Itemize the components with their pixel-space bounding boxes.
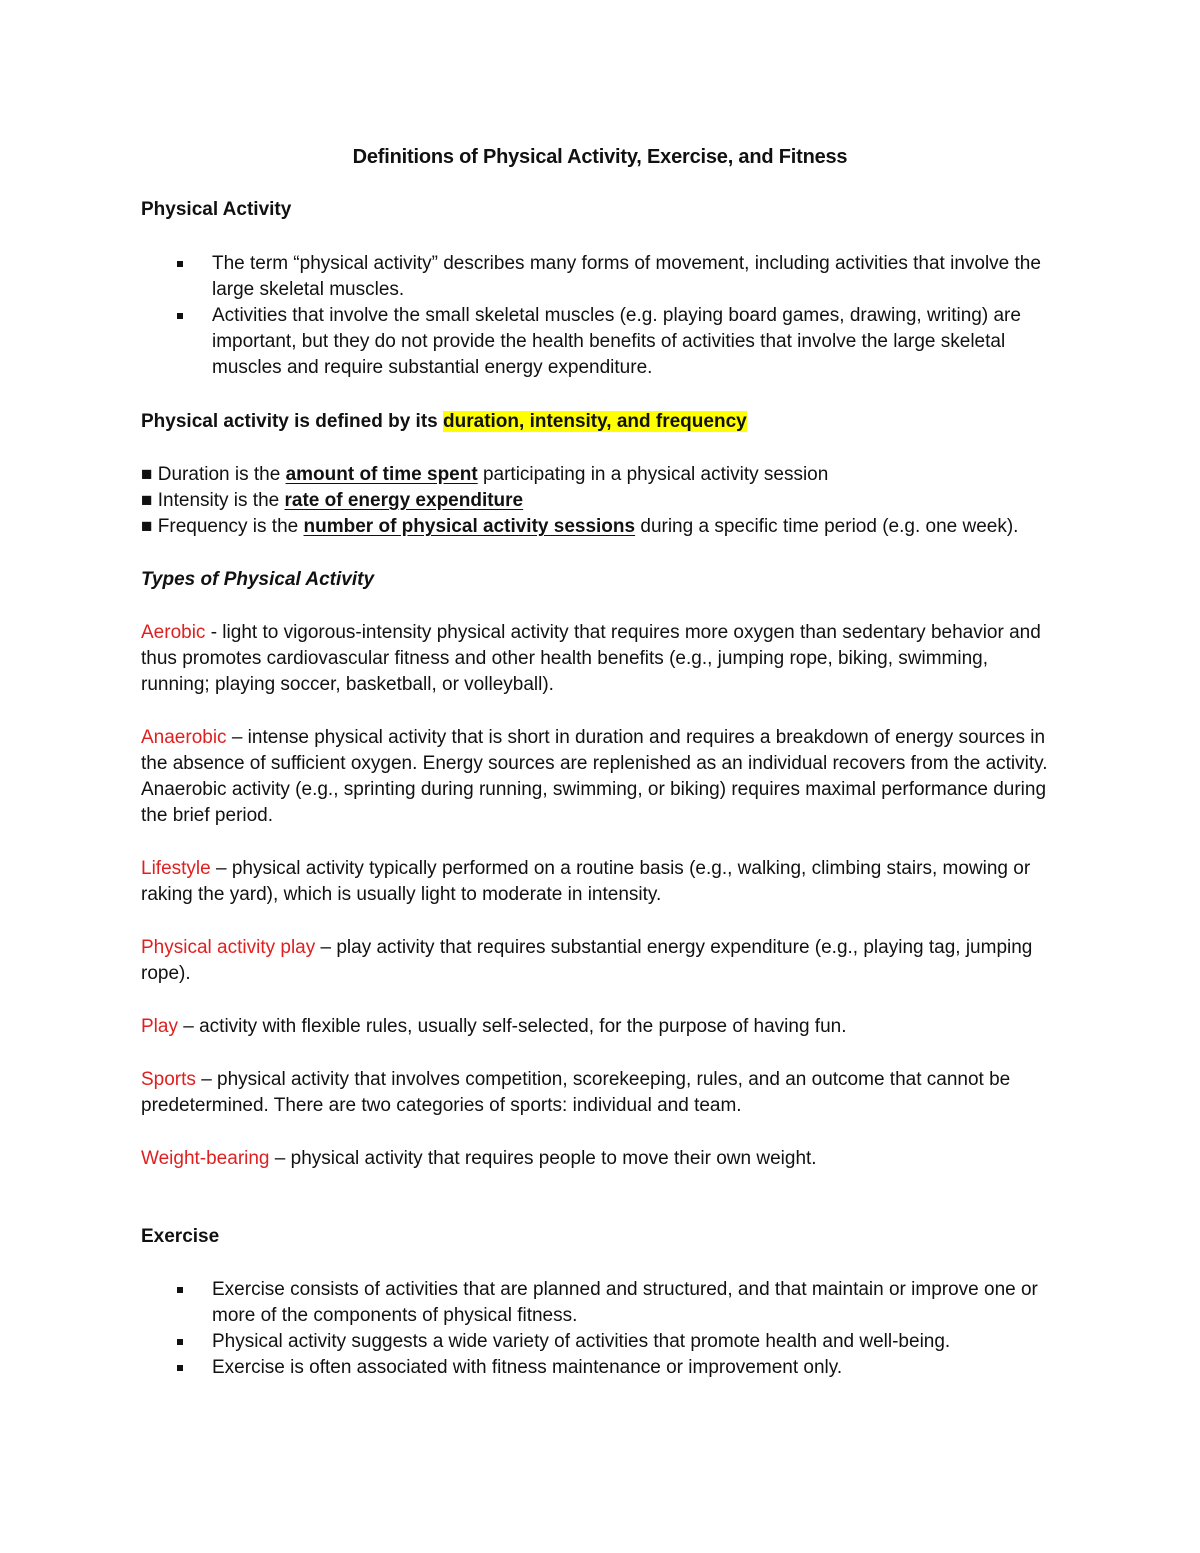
physical-activity-heading: Physical Activity — [141, 199, 292, 220]
square-bullet-icon: ■ — [141, 464, 153, 485]
term-label: Lifestyle — [141, 858, 211, 879]
definition-weight-bearing: Weight-bearing – physical activity that requires people to move their own weight. — [141, 1148, 817, 1169]
definition-physical-activity-play: Physical activity play – play activity that requires substantial energy expenditure (e.g., playing tag, jumping rope). — [141, 937, 1033, 984]
exercise-bullet-list — [141, 1277, 1061, 1381]
definition-aerobic: Aerobic - light to vigorous-intensity physical activity that requires more oxygen than sedentary behavior and thus promotes cardiovascular fitness and other health benefits (e.g., jumping rope, biking, swimming, running; playing soccer, basketball, or volleyball). — [141, 622, 1041, 695]
definition-play: Play – activity with flexible rules, usually self-selected, for the purpose of having fun. — [141, 1016, 847, 1037]
term-label: Physical activity play — [141, 937, 316, 958]
term-label: Play — [141, 1016, 178, 1037]
document-title: Definitions of Physical Activity, Exercise, and Fitness — [352, 146, 848, 168]
types-heading: Types of Physical Activity — [141, 569, 375, 590]
term-label: Aerobic — [141, 622, 206, 643]
exercise-heading: Exercise — [141, 1226, 220, 1247]
defined-by-statement — [141, 409, 747, 435]
definition-lifestyle: Lifestyle – physical activity typically performed on a routine basis (e.g., walking, climbing stairs, mowing or raking the yard), which is usually light to moderate in intensity. — [141, 858, 1031, 905]
dimension-list — [141, 462, 1018, 540]
list-item: Exercise is often associated with fitness maintenance or improvement only. — [141, 1355, 1061, 1381]
list-item: The term “physical activity” describes many forms of movement, including activities that involve the large skeletal muscles. — [141, 251, 1061, 303]
list-item: Activities that involve the small skeletal muscles (e.g. playing board games, drawing, writing) are important, but they do not provide the health benefits of activities that involve the large skeletal muscles and require substantial energy expenditure. — [141, 303, 1061, 381]
list-item: Physical activity suggests a wide variety of activities that promote health and well-being. — [141, 1329, 1061, 1355]
term-label: Weight-bearing — [141, 1148, 270, 1169]
square-bullet-icon: ■ — [141, 490, 153, 511]
list-item: ■ Duration is the amount of time spent participating in a physical activity session — [141, 464, 829, 485]
square-bullet-icon: ■ — [141, 516, 153, 537]
term-label: Anaerobic — [141, 727, 227, 748]
physical-activity-bullet-list — [141, 251, 1061, 381]
list-item: ■ Intensity is the rate of energy expenditure — [141, 490, 524, 511]
defined-by-lead: Physical activity is defined by its — [141, 411, 444, 432]
definition-sports: Sports – physical activity that involves competition, scorekeeping, rules, and an outcome that cannot be predetermined. There are two categories of sports: individual and team. — [141, 1069, 1011, 1116]
list-item: ■ Frequency is the number of physical activity sessions during a specific time period (e.g. one week). — [141, 516, 1019, 537]
key-phrase: number of physical activity sessions — [303, 516, 636, 537]
list-item: Exercise consists of activities that are planned and structured, and that maintain or improve one or more of the components of physical fitness. — [141, 1277, 1061, 1329]
key-phrase: amount of time spent — [285, 464, 478, 485]
key-phrase: rate of energy expenditure — [284, 490, 524, 511]
term-label: Sports — [141, 1069, 196, 1090]
definition-anaerobic: Anaerobic – intense physical activity that is short in duration and requires a breakdown of energy sources in the absence of sufficient oxygen. Energy sources are replenished as an individual recovers from the activity. Anaerobic activity (e.g., sprinting during running, swimming, or biking) requires maximal performance during the brief period. — [141, 727, 1048, 826]
highlighted-phrase: duration, intensity, and frequency — [443, 411, 747, 432]
